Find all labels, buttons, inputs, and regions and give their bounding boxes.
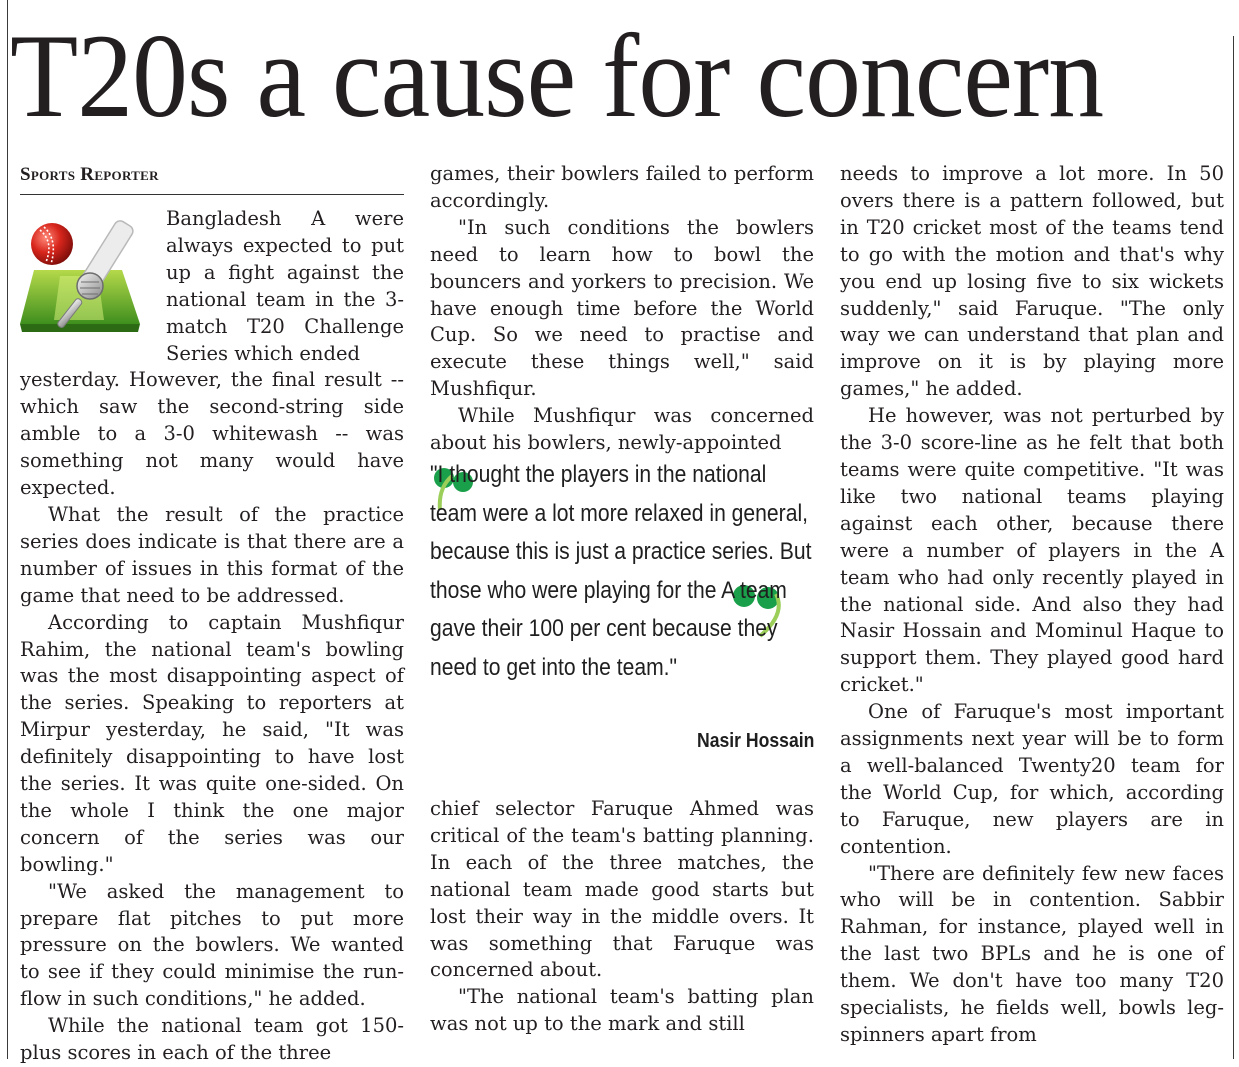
article-paragraph: chief selector Faruque Ahmed was critical of the team's batting planning. In each of the three matches, the national team made good starts but lost their way in the middle overs. It was something that Faruque was concerned about.: [430, 797, 814, 982]
column-rule-left: [7, 0, 8, 1059]
article-paragraph: needs to improve a lot more. In 50 overs there is a pattern followed, but in T20 cricket most of the teams tend to go with the motion and that's why you end up losing five to six wickets suddenly," said Faruque. "The only way we can understand that plan and improve on it is by playing more games," he added.: [840, 162, 1224, 401]
article-paragraph: "In such conditions the bowlers need to learn how to bowl the bouncers and yorkers to precision. We have enough time before the World Cup. So we need to practise and execute these things well," said Mushfiqur.: [430, 215, 814, 401]
article-paragraph: While the national team got 150-plus scores in each of the three: [20, 1014, 404, 1065]
article-paragraph: According to captain Mushfiqur Rahim, the national team's bowling was the most disappointing aspect of the series. Speaking to reporters at Mirpur yesterday, he said, "It was definitely disappointing to have lost the series. It was quite one-sided. On the whole I think the one major concern of the series was our bowling.": [20, 610, 404, 876]
article-paragraph: "We asked the management to prepare flat pitches to put more pressure on the bowlers. We wanted to see if they could minimise the run-flow in such conditions," he added.: [20, 879, 404, 1011]
article-column-2-top: [430, 161, 814, 457]
article-paragraph: While Mushfiqur was concerned about his bowlers, newly-appointed: [430, 404, 814, 455]
article-column-1: [20, 206, 404, 1067]
article-paragraph: yesterday. However, the final result -- which saw the second-string side amble to a 3-0 whitewash -- was something not many would have expected.: [20, 368, 404, 500]
article-paragraph: What the result of the practice series does indicate is that there are a number of issues in this format of the game that need to be addressed.: [20, 502, 404, 607]
pull-quote: [430, 456, 814, 766]
article-paragraph: One of Faruque's most important assignments next year will be to form a well-balanced Twenty20 team for the World Cup, for which, according to Faruque, new players are in contention.: [840, 700, 1224, 858]
article-paragraph: He however, was not perturbed by the 3-0 score-line as he felt that both teams were quite competitive. "It was like two national teams playing against each other, because there were a number of players in the A team who had only recently played in the national side. And also they had Nasir Hossain and Mominul Haque to support them. They played good hard cricket.": [840, 404, 1224, 697]
pull-quote-attribution: Nasir Hossain: [696, 730, 814, 752]
pull-quote-text: [430, 456, 812, 688]
article-paragraph: "The national team's batting plan was not up to the mark and still: [430, 985, 814, 1036]
pull-quote-body: "I thought the players in the national team were a lot more relaxed in general, because this is just a practice series. But those who were playing for the A team gave their 100 per cent because they need to get into the team.": [430, 461, 812, 681]
column-rule-right: [1233, 36, 1234, 1059]
article-lead-paragraph: Bangladesh A were always expected to put up a fight against the national team in the 3-match T20 Challenge Series which ended: [166, 207, 404, 365]
headline: T20s a cause for concern: [10, 9, 1104, 142]
article-paragraph: games, their bowlers failed to perform accordingly.: [430, 162, 814, 212]
article-column-2-bottom: [430, 796, 814, 1038]
byline: Sports Reporter: [20, 162, 404, 195]
article-column-3: [840, 161, 1224, 1049]
article-paragraph: "There are definitely few new faces who will be in contention. Sabbir Rahman, for instance, played well in the last two BPLs and he is one of them. We don't have too many T20 specialists, he fields well, bowls leg-spinners apart from: [840, 861, 1224, 1046]
